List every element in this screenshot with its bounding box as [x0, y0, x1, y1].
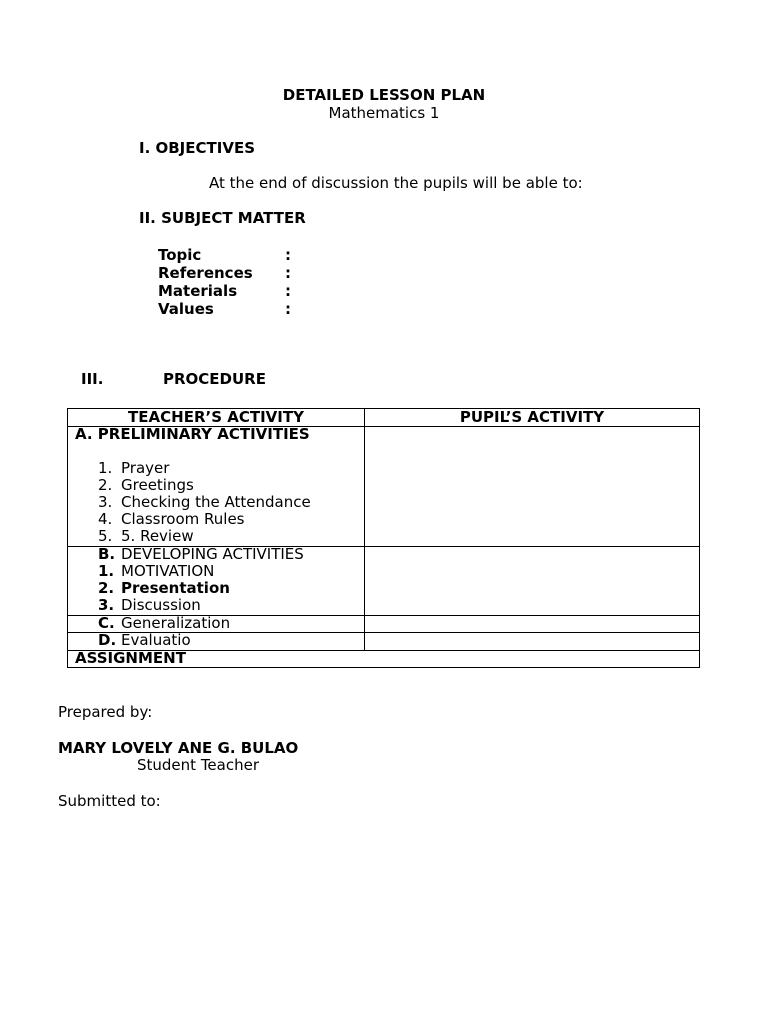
evaluation-label: Evaluatio — [121, 631, 191, 649]
list-item: Greetings — [121, 476, 194, 494]
list-item-number: 4. — [98, 510, 113, 528]
objectives-heading: I. OBJECTIVES — [139, 139, 255, 157]
pupil-activity-header: PUPIL’S ACTIVITY — [459, 408, 605, 426]
subject-topic-label: Topic — [158, 246, 202, 264]
list-item: Prayer — [121, 459, 170, 477]
subject-references-colon: : — [285, 264, 291, 282]
teacher-activity-header: TEACHER’S ACTIVITY — [128, 408, 304, 426]
list-item-number: 5. — [98, 527, 113, 545]
preparer-name: MARY LOVELY ANE G. BULAO — [58, 739, 299, 757]
list-item-number: 2. — [98, 476, 113, 494]
procedure-number: III. — [81, 370, 104, 388]
developing-activities-heading: DEVELOPING ACTIVITIES — [121, 545, 304, 563]
procedure-heading: PROCEDURE — [163, 370, 266, 388]
developing-activities-letter: B. — [98, 545, 116, 563]
table-column-divider — [364, 409, 365, 650]
list-item-number: 2. — [98, 579, 115, 597]
list-item-number: 3. — [98, 596, 115, 614]
assignment-label: ASSIGNMENT — [75, 649, 186, 667]
subject-values-label: Values — [158, 300, 214, 318]
list-item: MOTIVATION — [121, 562, 215, 580]
list-item-number: 1. — [98, 459, 113, 477]
subject-references-label: References — [158, 264, 253, 282]
prepared-by-label: Prepared by: — [58, 703, 153, 721]
document-subtitle: Mathematics 1 — [328, 104, 440, 122]
subject-values-colon: : — [285, 300, 291, 318]
generalization-letter: C. — [98, 614, 115, 632]
subject-matter-heading: II. SUBJECT MATTER — [139, 209, 306, 227]
list-item: Checking the Attendance — [121, 493, 311, 511]
submitted-to-label: Submitted to: — [58, 792, 161, 810]
evaluation-letter: D. — [98, 631, 117, 649]
list-item-number: 1. — [98, 562, 115, 580]
procedure-table — [67, 408, 700, 668]
subject-materials-label: Materials — [158, 282, 238, 300]
preliminary-activities-heading: A. PRELIMINARY ACTIVITIES — [75, 425, 310, 443]
subject-materials-colon: : — [285, 282, 291, 300]
document-title: DETAILED LESSON PLAN — [282, 86, 486, 104]
generalization-label: Generalization — [121, 614, 231, 632]
subject-topic-colon: : — [285, 246, 291, 264]
list-item: 5. Review — [121, 527, 194, 545]
objectives-intro: At the end of discussion the pupils will be able to: — [209, 174, 583, 192]
list-item: Presentation — [121, 579, 230, 597]
list-item: Discussion — [121, 596, 201, 614]
preparer-role: Student Teacher — [137, 756, 259, 774]
list-item: Classroom Rules — [121, 510, 245, 528]
list-item-number: 3. — [98, 493, 113, 511]
